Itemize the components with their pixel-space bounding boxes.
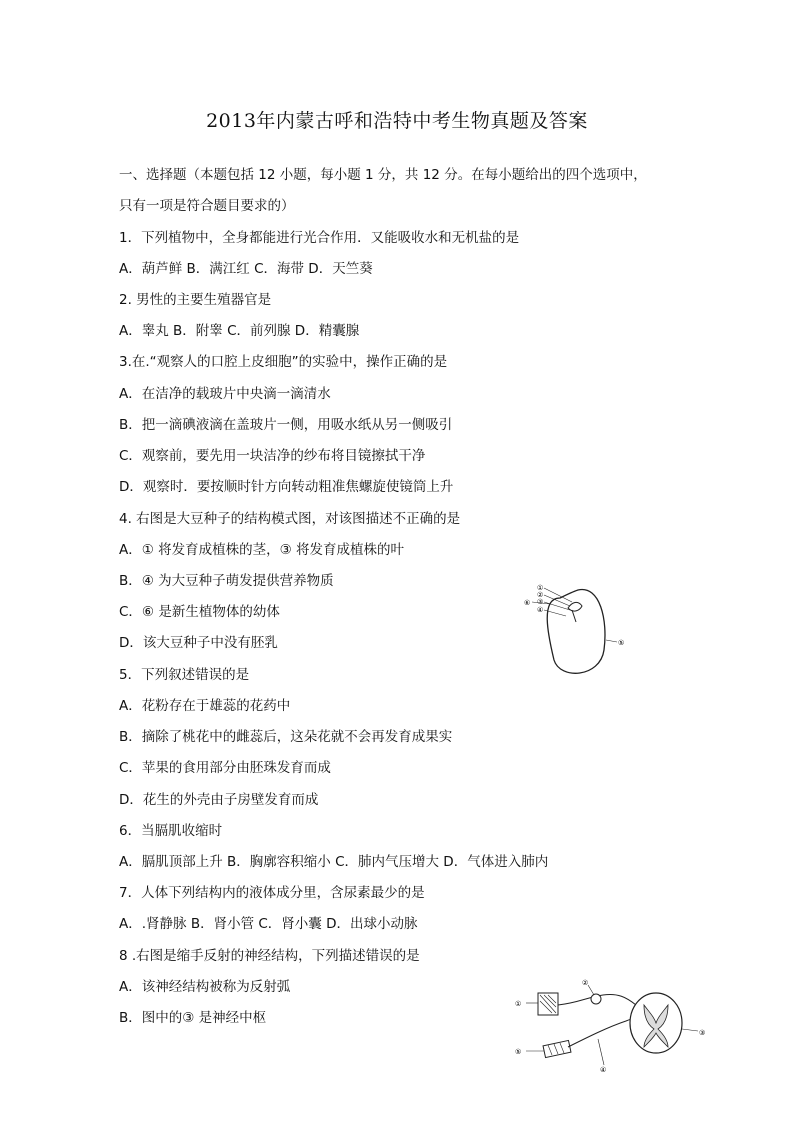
reflex-label-2: ② bbox=[582, 979, 589, 987]
question-8-option-a: A．该神经结构被称为反射弧 bbox=[119, 979, 291, 995]
question-5-option-b: B．摘除了桃花中的雌蕊后，这朵花就不会再发育成果实 bbox=[119, 729, 453, 745]
reflex-label-5: ⑤ bbox=[515, 1048, 522, 1056]
question-8-option-b: B．图中的③ 是神经中枢 bbox=[119, 1010, 267, 1026]
question-3: 3.在.“观察人的口腔上皮细胞”的实验中，操作正确的是 bbox=[119, 354, 448, 370]
question-4-option-b: B．④ 为大豆种子萌发提供营养物质 bbox=[119, 573, 334, 589]
question-2-options: A．睾丸 B．附睾 C．前列腺 D．精囊腺 bbox=[119, 323, 360, 339]
question-3-option-a: A．在洁净的载玻片中央滴一滴清水 bbox=[119, 386, 331, 402]
seed-label-4: ④ bbox=[537, 606, 544, 614]
question-1-options: A．葫芦鲜 B．满江红 C．海带 D．天竺葵 bbox=[119, 261, 373, 277]
seed-label-6: ⑥ bbox=[524, 599, 531, 607]
question-4-option-d: D．该大豆种子中没有胚乳 bbox=[119, 635, 278, 651]
seed-label-2: ② bbox=[537, 591, 544, 599]
question-5-option-c: C．苹果的食用部分由胚珠发育而成 bbox=[119, 760, 331, 776]
question-3-option-b: B．把一滴碘液滴在盖玻片一侧，用吸水纸从另一侧吸引 bbox=[119, 417, 453, 433]
question-1: 1．下列植物中，全身都能进行光合作用．又能吸收水和无机盐的是 bbox=[119, 230, 520, 246]
question-7-options: A．.肾静脉 B．肾小管 C．肾小囊 D．出球小动脉 bbox=[119, 916, 418, 932]
section-heading-line1: 一、选择题（本题包括 12 小题，每小题 1 分，共 12 分。在每小题给出的四个选项中， bbox=[119, 167, 647, 183]
seed-embryo-axis bbox=[568, 602, 582, 611]
ganglion bbox=[591, 994, 601, 1004]
question-6-options: A．膈肌顶部上升 B．胸廓容积缩小 C．肺内气压增大 D．气体进入肺内 bbox=[119, 854, 549, 870]
question-5-option-d: D．花生的外壳由子房壁发育而成 bbox=[119, 792, 319, 808]
question-8: 8 .右图是缩手反射的神经结构，下列描述错误的是 bbox=[119, 948, 420, 964]
reflex-arc-figure bbox=[508, 975, 713, 1075]
question-4-option-a: A．① 将发育成植株的茎，③ 将发育成植株的叶 bbox=[119, 542, 405, 558]
question-6: 6．当膈肌收缩时 bbox=[119, 823, 223, 839]
question-5-option-a: A．花粉存在于雄蕊的花药中 bbox=[119, 698, 291, 714]
seed-label-3: ③ bbox=[537, 598, 544, 606]
reflex-label-3: ③ bbox=[699, 1029, 706, 1037]
question-7: 7．人体下列结构内的液体成分里，含尿素最少的是 bbox=[119, 885, 425, 901]
soybean-seed-figure bbox=[520, 580, 630, 680]
section-heading-line2: 只有一项是符合题目要求的） bbox=[119, 198, 295, 214]
question-3-option-c: C．观察前，要先用一块洁净的纱布将目镜擦拭干净 bbox=[119, 448, 426, 464]
effector-muscle bbox=[543, 1040, 571, 1057]
page-title: 2013年内蒙古呼和浩特中考生物真题及答案 bbox=[206, 110, 588, 132]
reflex-label-1: ① bbox=[515, 1000, 522, 1008]
question-5: 5．下列叙述错误的是 bbox=[119, 667, 250, 683]
seed-label-5: ⑤ bbox=[618, 639, 625, 647]
reflex-label-4: ④ bbox=[600, 1066, 607, 1074]
seed-radicle bbox=[572, 610, 576, 622]
question-4: 4. 右图是大豆种子的结构模式图，对该图描述不正确的是 bbox=[119, 511, 461, 527]
question-4-option-c: C．⑥ 是新生植物体的幼体 bbox=[119, 604, 280, 620]
question-2: 2. 男性的主要生殖器官是 bbox=[119, 292, 272, 308]
question-3-option-d: D．观察时．要按顺时针方向转动粗准焦螺旋使镜筒上升 bbox=[119, 479, 454, 495]
seed-label-1: ① bbox=[537, 584, 544, 592]
